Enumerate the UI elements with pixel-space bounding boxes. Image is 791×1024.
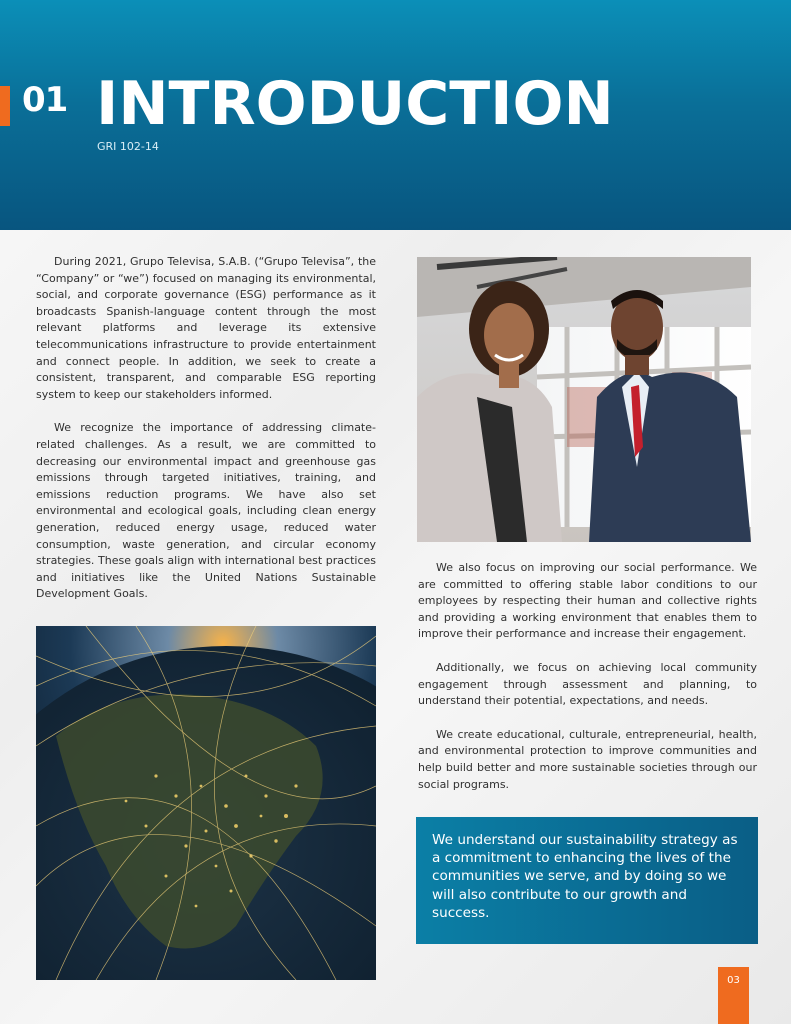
gri-reference: GRI 102-14 bbox=[97, 140, 159, 153]
section-accent-tab bbox=[0, 86, 10, 126]
globe-network-photo bbox=[36, 626, 376, 980]
page-title: INTRODUCTION bbox=[96, 69, 614, 139]
left-text-column bbox=[36, 254, 376, 620]
callout-text: We understand our sustainability strategy as a commitment to enhancing the lives of the communities we serve, and by doing so we will also contribute to our growth and success. bbox=[432, 832, 738, 921]
paragraph: We also focus on improving our social performance. We are committed to offering stable labor conditions to our employees by respecting their human and collective rights and providing a working environment that enables them to improve their performance and increase their engagement. bbox=[418, 561, 757, 641]
business-people-photo bbox=[417, 257, 751, 542]
paragraph: We recognize the importance of addressing climate-related challenges. As a result, we are committed to decreasing our environmental impact and greenhouse gas emissions through targeted initiatives, training, and emissions reduction programs. We have also set environmental and ecological goals, including clean energy generation, reduced energy usage, reduced water consumption, waste generation, and circular economy strategies. These goals align with international best practices and initiatives like the United Nations Sustainable Development Goals. bbox=[36, 421, 376, 601]
callout-box bbox=[416, 817, 758, 944]
paragraph: During 2021, Grupo Televisa, S.A.B. (“Grupo Televisa”, the “Company” or “we”) focused on managing its environmental, social, and corporate governance (ESG) performance as it broadcasts Spanish-language content through the most relevant platforms and leverage its extensive telecommunications infrastructure to provide entertainment and connect people. In addition, we seek to create a consistent, transparent, and comparable ESG reporting system to keep our stakeholders informed. bbox=[36, 255, 376, 401]
paragraph: We create educational, culturale, entrepreneurial, health, and environmental protection to improve communities and help build better and more sustainable societies through our social programs. bbox=[418, 727, 757, 791]
page-number-badge bbox=[718, 967, 749, 1024]
chapter-number: 01 bbox=[22, 80, 68, 120]
page-number: 03 bbox=[727, 975, 740, 986]
paragraph: Additionally, we focus on achieving local community engagement through assessment and planning, to understand their potential, expectations, and needs. bbox=[418, 660, 757, 708]
right-text-column bbox=[418, 560, 757, 810]
